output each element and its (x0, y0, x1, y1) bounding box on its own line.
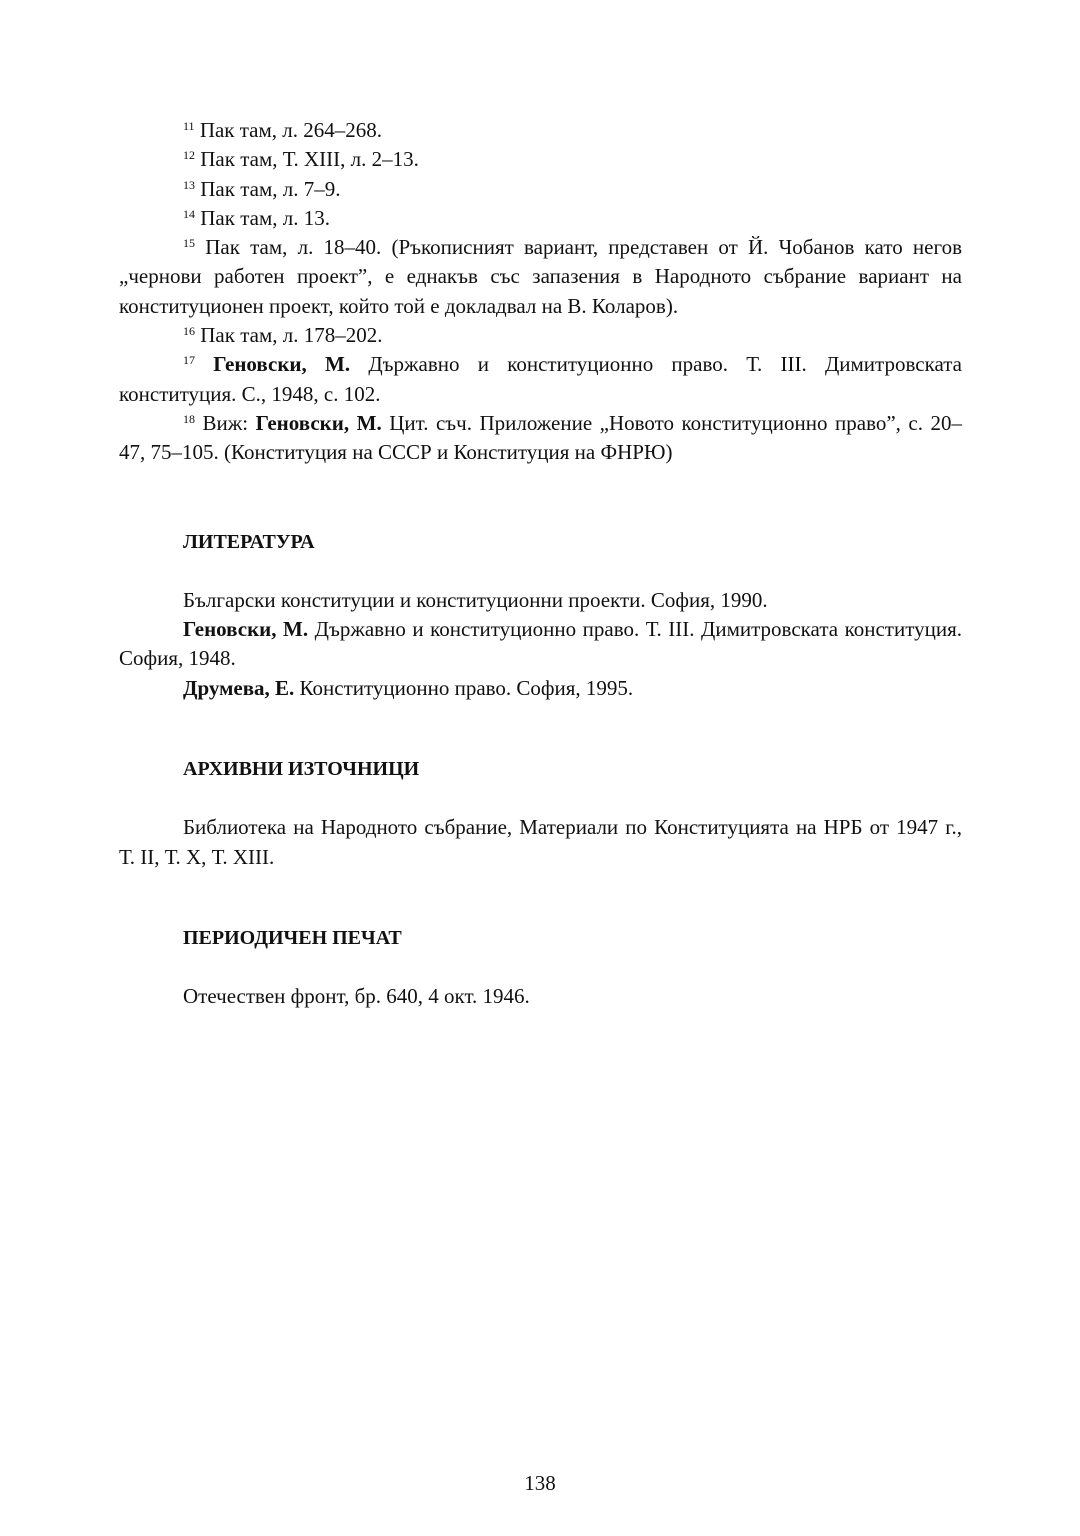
archives-section (119, 755, 962, 872)
literature-item (119, 615, 962, 674)
archive-item: Библиотека на Народното събрание, Материали по Конституцията на НРБ от 1947 г., Т. II, Т. X, Т. XIII. (119, 815, 962, 869)
footnotes-section (119, 116, 962, 468)
footnote-number: 12 (183, 148, 195, 163)
footnote-text: Пак там, л. 178–202. (195, 323, 383, 348)
footnote-text: Държавно и конституционно право. Т. III. Димитровската конституция. С., 1948, с. 102. (119, 352, 962, 406)
footnote-prefix: Виж: (195, 410, 256, 435)
literature-section (119, 528, 962, 703)
footnote-number: 11 (183, 119, 195, 133)
footnote-text: Пак там, л. 264–268. (194, 118, 383, 142)
footnote-text: Цит. съч. Приложение „Новото конституционно право”, с. 20–47, 75–105. (Конституция на СССР и Конституция на ФНРЮ) (119, 410, 962, 465)
footnote-13 (119, 175, 962, 204)
footnote-15 (119, 233, 962, 321)
periodicals-heading: ПЕРИОДИЧЕН ПЕЧАТ (183, 926, 402, 949)
footnote-18 (119, 409, 962, 468)
footnote-author: Геновски, М. (195, 352, 351, 377)
literature-heading: ЛИТЕРАТУРА (183, 530, 315, 553)
literature-author: Друмева, Е. (183, 675, 295, 700)
footnote-14 (119, 204, 962, 233)
periodicals-section (119, 924, 962, 1012)
footnote-number: 16 (183, 324, 195, 339)
literature-text: Държавно и конституционно право. Т. III. Димитровската конституция. София, 1948. (119, 617, 962, 671)
footnote-author: Геновски, М. (255, 410, 382, 435)
archives-heading: АРХИВНИ ИЗТОЧНИЦИ (183, 758, 420, 781)
footnote-text: Пак там, л. 13. (195, 205, 330, 230)
footnote-text: Пак там, л. 7–9. (195, 176, 341, 201)
footnote-text: Пак там, Т. XIII, л. 2–13. (195, 147, 419, 172)
footnote-number: 14 (183, 206, 195, 221)
footnote-number: 17 (183, 353, 195, 368)
footnote-text: Пак там, л. 18–40. (Ръкописният вариант, представен от Й. Чобанов като негов „чернови работен проект”, е еднакъв със запазения в Народното събрание вариант на конституционен проект, който той е докладвал на В. Коларов). (119, 235, 962, 318)
page-number: 138 (524, 1471, 556, 1495)
page-content (119, 116, 962, 1012)
footnote-12 (119, 145, 962, 174)
literature-item (119, 586, 962, 615)
footnote-number: 13 (183, 177, 195, 192)
footnote-number: 18 (183, 411, 195, 426)
footnote-number: 15 (183, 236, 195, 251)
literature-author: Геновски, М. (183, 617, 309, 642)
literature-item (119, 674, 962, 703)
footnote-16 (119, 321, 962, 350)
literature-text: Български конституции и конституционни проекти. София, 1990. (183, 587, 768, 612)
periodical-item: Отечествен фронт, бр. 640, 4 окт. 1946. (183, 984, 530, 1009)
footnote-17 (119, 350, 962, 409)
footnote-11 (119, 116, 962, 145)
literature-text: Конституционно право. София, 1995. (294, 675, 634, 700)
